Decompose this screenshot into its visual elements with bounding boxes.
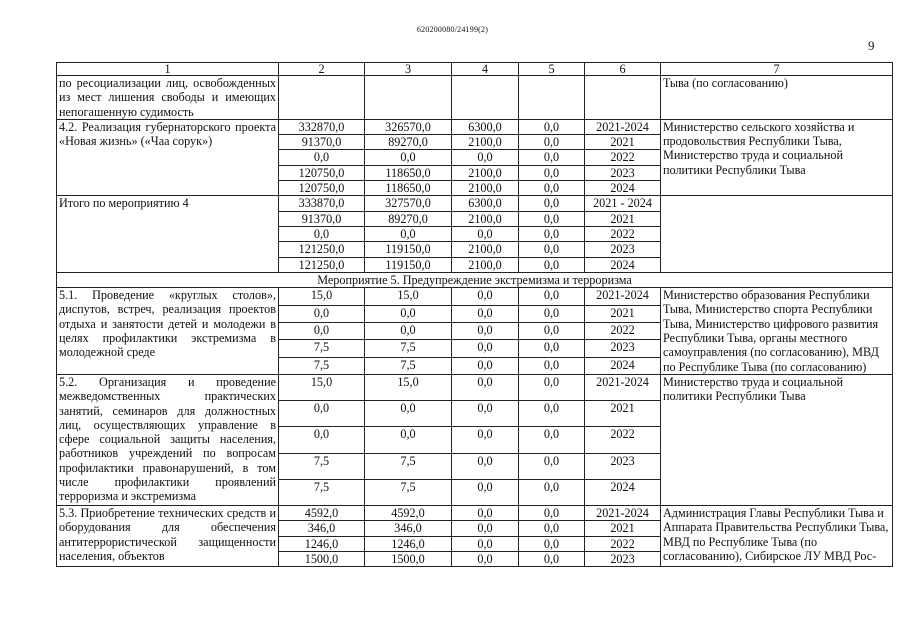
value-cell: 2100,0 (452, 181, 519, 196)
value-cell: 0,0 (519, 226, 585, 241)
value-cell: 0,0 (452, 551, 519, 566)
value-cell: 0,0 (365, 427, 452, 453)
document-id: 620200080/24199(2) (416, 25, 489, 34)
value-cell: 0,0 (452, 453, 519, 479)
value-cell: 0,0 (519, 119, 585, 134)
executor-cell: Министерство труда и социальной политики Республики Тыва (661, 374, 893, 505)
executor-cell (661, 196, 893, 272)
value-cell: 0,0 (519, 374, 585, 400)
value-cell: 0,0 (519, 322, 585, 339)
value-cell: 0,0 (452, 401, 519, 427)
value-cell: 2021 (585, 305, 661, 322)
value-cell: 2024 (585, 257, 661, 272)
page-number: 9 (868, 38, 875, 53)
value-cell: 0,0 (519, 181, 585, 196)
value-cell: 2021-2024 (585, 288, 661, 305)
value-cell: 0,0 (519, 340, 585, 357)
value-cell: 0,0 (365, 322, 452, 339)
value-cell: 4592,0 (279, 505, 365, 520)
value-cell: 0,0 (519, 135, 585, 150)
value-cell: 332870,0 (279, 119, 365, 134)
value-cell: 0,0 (519, 257, 585, 272)
value-cell: 2023 (585, 340, 661, 357)
column-header: 7 (661, 63, 893, 76)
value-cell: 121250,0 (279, 242, 365, 257)
value-cell: 2021 (585, 135, 661, 150)
value-cell: 7,5 (279, 453, 365, 479)
activity-description: 5.2. Организация и проведение межведомственных практических занятий, семинаров для должностных лиц, осуществляющих управление в сфере социальной защиты населения, работников учреждений по вопросам профилактики правонарушений, в том числе профилактики проявлений терроризма и экстремизма (57, 374, 279, 505)
column-header: 1 (57, 63, 279, 76)
value-cell: 0,0 (452, 536, 519, 551)
value-cell: 15,0 (365, 374, 452, 400)
value-cell: 7,5 (279, 357, 365, 374)
executor-cell: Администрация Главы Республики Тыва и Аппарата Правительства Республики Тыва, МВД по Республике Тыва (по согласованию), Сибирское ЛУ МВД Рос- (661, 505, 893, 566)
value-cell: 2100,0 (452, 257, 519, 272)
value-cell: 7,5 (279, 340, 365, 357)
value-cell: 0,0 (519, 165, 585, 180)
value-cell: 0,0 (519, 196, 585, 211)
value-cell: 2021-2024 (585, 505, 661, 520)
table-row (57, 288, 893, 305)
value-cell: 2024 (585, 479, 661, 505)
value-cell: 0,0 (452, 374, 519, 400)
value-cell: 0,0 (519, 551, 585, 566)
value-cell: 2023 (585, 453, 661, 479)
value-cell: 2022 (585, 322, 661, 339)
value-cell: 1246,0 (279, 536, 365, 551)
value-cell: 0,0 (279, 401, 365, 427)
section-header-row (57, 272, 893, 287)
activity-description: 5.1. Проведение «круглых столов», диспутов, встреч, реализация проектов отдыха и занятости детей и молодежи в целях профилактики экстремизма в молодежной среде (57, 288, 279, 375)
column-header-row (57, 63, 893, 76)
value-cell: 0,0 (519, 521, 585, 536)
value-cell: 0,0 (452, 288, 519, 305)
program-table (56, 62, 893, 567)
value-cell: 346,0 (279, 521, 365, 536)
value-cell: 0,0 (279, 150, 365, 165)
value-cell: 0,0 (519, 288, 585, 305)
value-cell: 0,0 (519, 357, 585, 374)
value-cell: 0,0 (519, 211, 585, 226)
value-cell: 0,0 (519, 305, 585, 322)
value-cell: 0,0 (519, 150, 585, 165)
value-cell: 2021 - 2024 (585, 196, 661, 211)
value-cell: 2021 (585, 401, 661, 427)
activity-description: по ресоциализации лиц, освобожденных из мест лишения свободы и имеющих непогашенную судимость (57, 76, 279, 120)
value-cell: 2100,0 (452, 242, 519, 257)
executor-cell: Министерство образования Республики Тыва, Министерство спорта Республики Тыва, Министерство цифрового развития Республики Тыва, органы местного самоуправления (по согласованию), МВД по Республике Тыва (по согласованию) (661, 288, 893, 375)
value-cell: 0,0 (452, 340, 519, 357)
value-cell: 0,0 (519, 505, 585, 520)
value-cell: 2024 (585, 357, 661, 374)
column-header: 2 (279, 63, 365, 76)
executor-cell: Тыва (по согласованию) (661, 76, 893, 120)
value-cell: 0,0 (519, 479, 585, 505)
value-cell: 0,0 (365, 305, 452, 322)
value-cell: 0,0 (279, 305, 365, 322)
value-cell: 121250,0 (279, 257, 365, 272)
value-cell: 333870,0 (279, 196, 365, 211)
value-cell: 2100,0 (452, 165, 519, 180)
value-cell: 0,0 (452, 150, 519, 165)
value-cell: 2021-2024 (585, 119, 661, 134)
column-header: 6 (585, 63, 661, 76)
value-cell: 0,0 (452, 427, 519, 453)
value-cell: 89270,0 (365, 211, 452, 226)
value-cell: 0,0 (519, 427, 585, 453)
value-cell: 118650,0 (365, 165, 452, 180)
value-cell: 2021 (585, 211, 661, 226)
value-cell: 0,0 (279, 427, 365, 453)
value-cell: 0,0 (452, 357, 519, 374)
activity-description: 5.3. Приобретение технических средств и оборудования для обеспечения антитеррористической защищенности населения, объектов (57, 505, 279, 566)
table-row (57, 505, 893, 520)
value-cell: 0,0 (365, 401, 452, 427)
value-cell: 2100,0 (452, 211, 519, 226)
value-cell: 2023 (585, 165, 661, 180)
value-cell: 7,5 (365, 479, 452, 505)
value-cell: 2024 (585, 181, 661, 196)
value-cell: 2021-2024 (585, 374, 661, 400)
value-cell: 0,0 (519, 453, 585, 479)
table-row (57, 374, 893, 400)
value-cell: 1246,0 (365, 536, 452, 551)
value-cell: 0,0 (452, 322, 519, 339)
value-cell: 2023 (585, 551, 661, 566)
value-cell: 119150,0 (365, 257, 452, 272)
value-cell: 327570,0 (365, 196, 452, 211)
value-cell: 0,0 (452, 479, 519, 505)
value-cell: 0,0 (365, 226, 452, 241)
value-cell: 2022 (585, 226, 661, 241)
value-cell: 0,0 (519, 401, 585, 427)
value-cell: 6300,0 (452, 196, 519, 211)
value-cell: 2023 (585, 242, 661, 257)
table-row (57, 196, 893, 211)
value-cell: 7,5 (279, 479, 365, 505)
value-cell: 1500,0 (365, 551, 452, 566)
value-cell: 0,0 (279, 226, 365, 241)
column-header: 3 (365, 63, 452, 76)
executor-cell: Министерство сельского хозяйства и продовольствия Республики Тыва, Министерство труда и социальной политики Республики Тыва (661, 119, 893, 195)
value-cell: 6300,0 (452, 119, 519, 134)
value-cell: 4592,0 (365, 505, 452, 520)
value-cell: 15,0 (279, 374, 365, 400)
value-cell: 89270,0 (365, 135, 452, 150)
value-cell: 7,5 (365, 453, 452, 479)
value-cell: 120750,0 (279, 165, 365, 180)
activity-description: 4.2. Реализация губернаторского проекта «Новая жизнь» («Чаа сорук») (57, 119, 279, 195)
value-cell: 2022 (585, 427, 661, 453)
value-cell: 346,0 (365, 521, 452, 536)
value-cell: 7,5 (365, 357, 452, 374)
table-row (57, 119, 893, 134)
value-cell: 1500,0 (279, 551, 365, 566)
value-cell: 0,0 (452, 505, 519, 520)
value-cell: 0,0 (279, 322, 365, 339)
column-header: 5 (519, 63, 585, 76)
value-cell: 2022 (585, 536, 661, 551)
column-header: 4 (452, 63, 519, 76)
value-cell: 2021 (585, 521, 661, 536)
value-cell: 118650,0 (365, 181, 452, 196)
activity-description: Итого по мероприятию 4 (57, 196, 279, 272)
continuation-row (57, 76, 893, 120)
value-cell: 0,0 (452, 305, 519, 322)
value-cell: 119150,0 (365, 242, 452, 257)
value-cell: 15,0 (279, 288, 365, 305)
value-cell: 0,0 (519, 536, 585, 551)
value-cell: 0,0 (452, 226, 519, 241)
value-cell: 91370,0 (279, 211, 365, 226)
value-cell: 0,0 (365, 150, 452, 165)
value-cell: 91370,0 (279, 135, 365, 150)
value-cell: 15,0 (365, 288, 452, 305)
value-cell: 0,0 (519, 242, 585, 257)
value-cell: 2022 (585, 150, 661, 165)
value-cell: 7,5 (365, 340, 452, 357)
value-cell: 120750,0 (279, 181, 365, 196)
value-cell: 0,0 (452, 521, 519, 536)
value-cell: 326570,0 (365, 119, 452, 134)
section-title: Мероприятие 5. Предупреждение экстремизма и терроризма (57, 272, 893, 287)
value-cell: 2100,0 (452, 135, 519, 150)
